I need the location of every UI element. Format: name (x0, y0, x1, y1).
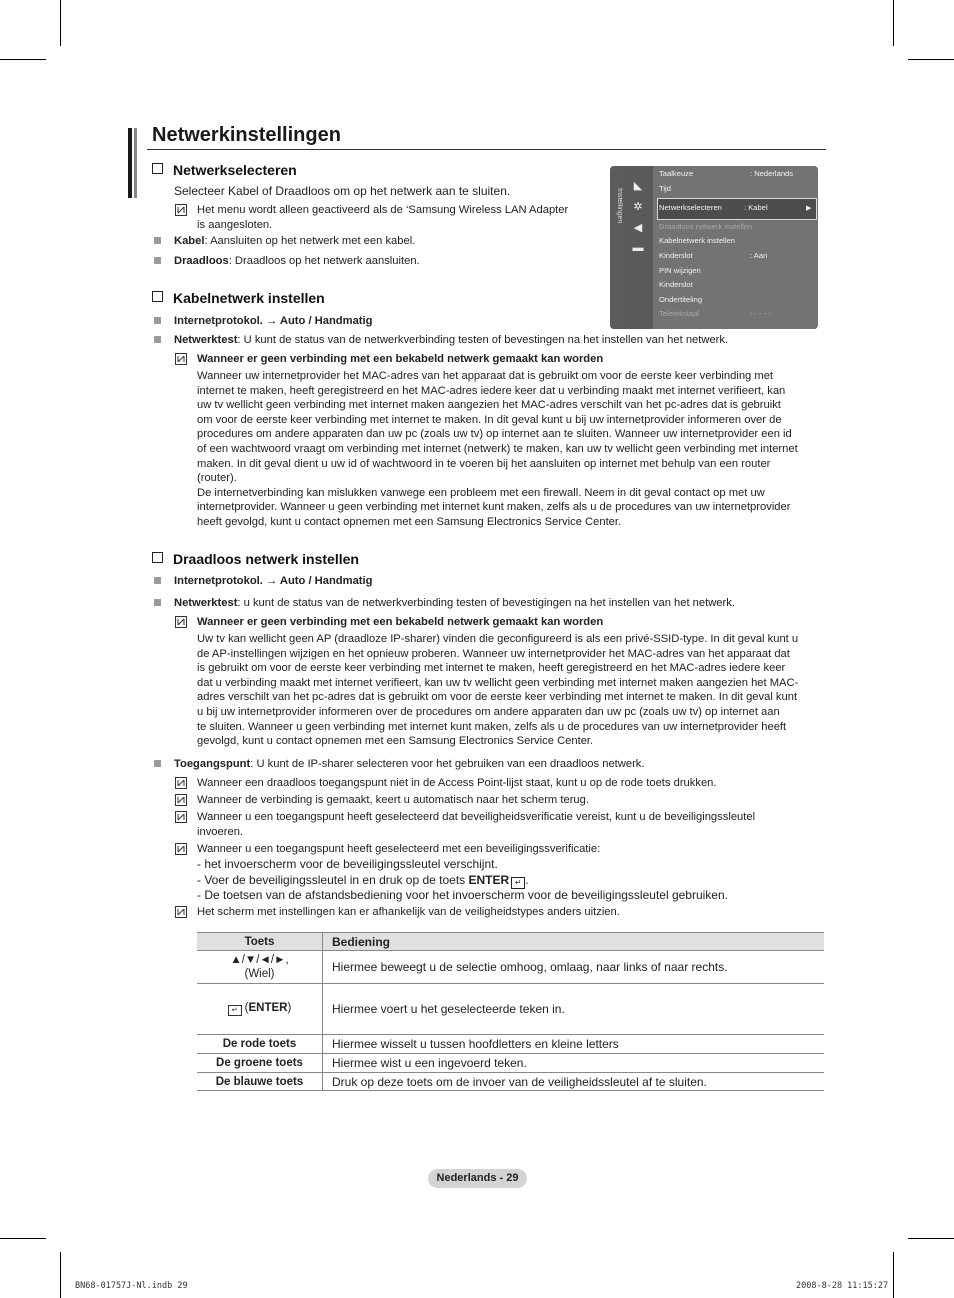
checkbox-square-icon (152, 291, 163, 302)
paragraph-line: internet te maken, heeft geregistreerd en het MAC-adres iedere keer dat u verbinding maakt met internet verifieert, kan (197, 384, 786, 397)
bullet-bold: Netwerktest (174, 334, 238, 346)
dash-bold: ENTER (468, 873, 510, 887)
tv-menu-item-value: : Kabel (744, 203, 768, 212)
key-table (197, 932, 824, 1091)
tv-menu-item (659, 309, 771, 318)
speaker-icon: ◀ (633, 222, 643, 234)
bullet-square-icon (154, 760, 161, 767)
section-heading-kabelnetwerk (152, 290, 325, 306)
footer-date: 2008-8-28 11:15:27 (796, 1281, 889, 1291)
note-paragraph (197, 369, 827, 530)
page-number: Nederlands - 29 (428, 1169, 527, 1188)
bullet-bold: Toegangspunt (174, 758, 251, 770)
table-desc-cell: Hiermee beweegt u de selectie omhoog, omlaag, naar links of naar rechts. (323, 951, 825, 984)
paragraph-line: u bij uw internetprovider informeren over de procedures om andere apparaten dan uw pc (zoals uw tv) op internet aan (197, 705, 780, 718)
crop-mark (60, 0, 61, 46)
tv-menu-item-label: Taalkeuze (659, 169, 694, 178)
section-heading-text: Kabelnetwerk instellen (173, 290, 325, 306)
page-title: Netwerkinstellingen (152, 124, 341, 146)
tv-menu-item-label: Netwerkselecteren (659, 203, 722, 212)
paragraph-line: is gebruikt om voor de eerste keer verbinding met internet te maken, heeft geregistreerd en het MAC-adres iedere keer (197, 662, 786, 675)
dash-item: - het invoerscherm voor de beveiligingssleutel verschijnt. (197, 857, 498, 871)
table-key-cell: De rode toets (197, 1035, 323, 1054)
paragraph-line: om voor de eerste keer verbinding met internet te maken. In dit geval kunt u bij uw internetprovider informeren over de (197, 413, 782, 426)
table-header-row (197, 933, 824, 951)
bullet-netwerktest (174, 596, 735, 611)
paragraph-line: Uw tv kan wellicht geen AP (draadloze IP-sharer) vinden die geconfigureerd is als een privé-SSID-type. In dit geval kunt u (197, 633, 799, 645)
paragraph-line: de AP-instellingen wijzigen en het opnieuw proberen. Wanneer uw internetprovider het MAC-adres van het apparaat dat (197, 647, 790, 660)
input-icon: ▬ (632, 242, 644, 254)
crop-mark (0, 1238, 46, 1239)
bullet-square-icon (154, 317, 161, 324)
table-key-cell: De groene toets (197, 1054, 323, 1073)
paragraph-line: gevolgd, kunt u contact opnemen met een Samsung Electronics Service Center. (197, 735, 594, 748)
tv-menu-item (659, 184, 671, 193)
paragraph-line: uw tv wellicht geen verbinding met internet maken aangezien het MAC-adres verschilt van het pc-adres dat is gebruikt (197, 399, 781, 412)
bullet-square-icon (154, 257, 161, 264)
note-text: is aangesloten. (197, 219, 273, 231)
table-key-cell (197, 984, 323, 1035)
note-heading: Wanneer er geen verbinding met een bekabeld netwerk gemaakt kan worden (197, 616, 604, 628)
table-row (197, 1054, 824, 1073)
table-desc-cell: Hiermee voert u het geselecteerde teken in. (323, 984, 825, 1035)
crop-mark (908, 59, 954, 60)
tv-menu-item (659, 280, 693, 289)
note-paragraph (197, 632, 827, 749)
crop-mark (0, 59, 46, 60)
bullet-text: : Draadloos op het netwerk aansluiten. (228, 255, 420, 267)
paragraph-line: heeft gevolgd, kunt u contact opnemen met een Samsung Electronics Service Center. (197, 515, 622, 528)
checkbox-square-icon (152, 163, 163, 174)
paragraph-line: Wanneer uw internetprovider het MAC-adres van het apparaat dat is gebruikt om voor de eerste keer verbinding met (197, 370, 774, 382)
section-heading-text: Draadloos netwerk instellen (173, 551, 359, 567)
table-row (197, 1035, 824, 1054)
table-desc-cell: Hiermee wist u een ingevoerd teken. (323, 1054, 825, 1073)
bullet-text: : Aansluiten op het netwerk met een kabel. (204, 235, 416, 247)
table-key-cell: De blauwe toets (197, 1073, 323, 1091)
tv-menu-item-value: : Aan (750, 251, 768, 260)
bullet-internetprotokol: Internetprotokol. → Auto / Handmatig (174, 315, 373, 327)
tv-menu-item-selected (659, 203, 768, 212)
tv-menu-icon-column (623, 166, 653, 329)
paragraph-line: dat u verbinding maakt met internet verifieert, kan uw tv wellicht geen verbinding met internet maken aangezien het MAC- (197, 676, 799, 689)
paragraph-line: procedures om andere apparaten dan uw pc (zoals uw tv) op internet aan te sluiten. Wanneer uw internetprovider een id (197, 428, 792, 441)
paragraph-line: adres verschilt van het pc-adres dat is gebruikt om voor de eerste keer verbinding met internet te maken. In dit geval kunt (197, 691, 798, 704)
note-icon (175, 906, 187, 918)
bullet-text: : u kunt de status van de netwerkverbinding testen of bevestigingen na het instellen van het netwerk. (237, 597, 735, 609)
table-row (197, 951, 824, 984)
table-desc-cell: Hiermee wisselt u tussen hoofdletters en kleine letters (323, 1035, 825, 1054)
bullet-bold: Kabel (174, 235, 205, 247)
tv-menu-list (653, 166, 818, 329)
paragraph-line: te sluiten. Wanneer u geen verbinding met internet kunt maken, zelfs als u de procedures van uw internetprovider heeft (197, 720, 787, 733)
enter-icon: ↵ (511, 877, 525, 889)
note-icon (175, 811, 187, 823)
tv-menu-item (659, 295, 702, 304)
tv-menu-side-label: Instellingen (616, 188, 623, 224)
note-icon (175, 204, 187, 216)
bullet-square-icon (154, 599, 161, 606)
paragraph-line: maken. In dit geval dient u uw id of wachtwoord in te voeren bij het aansluiten op internet met behulp van een router (197, 457, 771, 470)
tv-menu-item (659, 169, 794, 178)
note-heading: Wanneer er geen verbinding met een bekabeld netwerk gemaakt kan worden (197, 353, 604, 365)
dash-text: - Voer de beveiligingssleutel in en druk op de toets (197, 873, 469, 887)
tv-menu-item-label: Kinderslot (659, 251, 693, 260)
note-text: Wanneer u een toegangspunt heeft geselecteerd dat beveiligheidsverificatie vereist, kunt u de beveiligingssleutel (197, 811, 756, 823)
table-key-text: ( (244, 1002, 249, 1014)
note-text: Wanneer u een toegangspunt heeft geselecteerd met een beveiligingssverificatie: (197, 843, 601, 855)
bullet-kabel (174, 234, 415, 249)
bullet-square-icon (154, 237, 161, 244)
bullet-square-icon (154, 336, 161, 343)
title-accent-bar (128, 128, 132, 198)
table-key-cell (197, 951, 323, 984)
bullet-text: : U kunt de IP-sharer selecteren voor het gebruiken van een draadloos netwerk. (250, 758, 645, 770)
crop-mark (893, 0, 894, 46)
tv-menu-item (659, 251, 768, 260)
table-desc-cell: Druk op deze toets om de invoer van de veiligheidssleutel af te sluiten. (323, 1073, 825, 1091)
tv-menu-item-label: Kinderslot (659, 280, 693, 289)
paragraph-line: internetprovider. Wanneer u geen verbinding met internet kunt maken, zelfs als u de procedures van uw internetprovider (197, 501, 791, 514)
table-key-text: (Wiel) (244, 968, 275, 980)
crop-mark (893, 1252, 894, 1298)
note-icon (175, 777, 187, 789)
section-heading-netwerkselecteren (152, 162, 297, 178)
paragraph-line: De internetverbinding kan mislukken vanwege een probleem met een firewall. Neem in dit geval contact op met uw (197, 486, 765, 499)
table-row (197, 1073, 824, 1091)
tv-menu-item-label: Kabelnetwerk instellen (659, 236, 735, 245)
antenna-icon: ◣ (633, 180, 643, 192)
bullet-draadloos (174, 254, 420, 269)
bullet-netwerktest (174, 333, 728, 348)
bullet-bold: Draadloos (174, 255, 229, 267)
tv-menu-item-label: PIN wijzigen (659, 266, 701, 275)
note-icon (175, 843, 187, 855)
section-heading-draadloos (152, 551, 359, 567)
section-heading-text: Netwerkselecteren (173, 162, 297, 178)
gear-icon: ✲ (633, 201, 643, 213)
crop-mark (908, 1238, 954, 1239)
dash-item: - De toetsen van de afstandsbediening voor het invoerscherm voor de beveiligingssleutel gebruiken. (197, 888, 728, 902)
tv-menu-item-value: : Nederlands (750, 169, 794, 178)
bullet-square-icon (154, 577, 161, 584)
note-text: invoeren. (197, 826, 244, 838)
note-icon (175, 353, 187, 365)
bullet-internetprotokol: Internetprotokol. → Auto / Handmatig (174, 575, 373, 587)
table-header-cell: Bediening (323, 933, 825, 951)
section-intro: Selecteer Kabel of Draadloos om op het netwerk aan te sluiten. (174, 184, 511, 198)
tv-menu-item-label: Draadloos netwerk instellen (659, 222, 753, 231)
footer-file: BN68-01757J-Nl.indb 29 (75, 1281, 188, 1291)
note-text: Wanneer een draadloos toegangspunt niet in de Access Point-lijst staat, kunt u op de rode toets drukken. (197, 777, 717, 789)
note-icon (175, 616, 187, 628)
enter-icon: ↵ (228, 1005, 242, 1016)
crop-mark (60, 1252, 61, 1298)
table-header-cell: Toets (197, 933, 323, 951)
tv-menu-item-label: Tijd (659, 184, 671, 193)
title-rule (147, 149, 826, 150)
arrow-right-icon: ▶ (806, 205, 812, 212)
paragraph-line: of een wachtwoord vraagt om verbinding met internet (netwerk) te maken, kan uw tv wellicht geen verbinding met internet (197, 442, 798, 455)
tv-menu-item-label: Teletekstaal (659, 309, 700, 318)
tv-menu-screenshot (610, 166, 818, 329)
bullet-bold: Netwerktest (174, 597, 238, 609)
bullet-text: : U kunt de status van de netwerkverbinding testen of bevestingen na het instellen van het netwerk. (237, 334, 729, 346)
checkbox-square-icon (152, 552, 163, 563)
dash-item (197, 873, 529, 889)
table-row (197, 984, 824, 1035)
paragraph-line: (router). (197, 472, 237, 485)
dash-text: . (525, 873, 529, 887)
table-key-bold: ENTER (248, 1002, 288, 1014)
title-accent-bar (134, 128, 137, 198)
tv-menu-item (659, 236, 735, 245)
table-key-text: ) (287, 1002, 292, 1014)
note-icon (175, 794, 187, 806)
tv-menu-item (659, 222, 752, 231)
note-text: Het menu wordt alleen geactiveerd als de ‘Samsung Wireless LAN Adapter (197, 204, 569, 216)
tv-menu-item-label: Ondertiteling (659, 295, 703, 304)
tv-menu-item (659, 266, 701, 275)
tv-menu-item-value: : - - - - (750, 309, 771, 318)
note-text: Wanneer de verbinding is gemaakt, keert u automatisch naar het scherm terug. (197, 794, 589, 806)
note-text: Het scherm met instellingen kan er afhankelijk van de veiligheidstypes anders uitzien. (197, 906, 620, 918)
bullet-toegangspunt (174, 757, 645, 772)
table-key-text: ▲/▼/◄/►, (230, 954, 289, 966)
